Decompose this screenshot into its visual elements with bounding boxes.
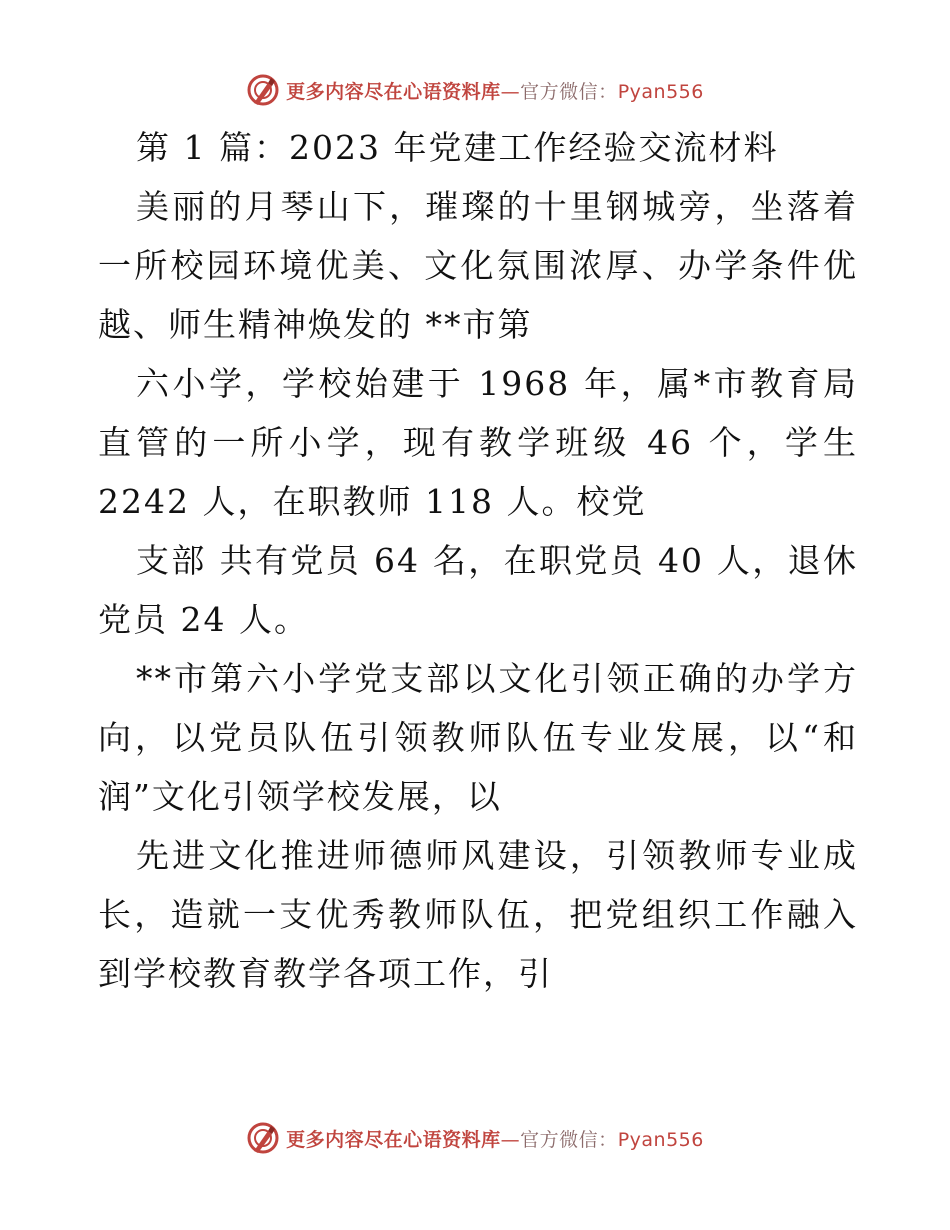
paragraph-1: 美丽的月琴山下，璀璨的十里钢城旁，坐落着一所校园环境优美、文化氛围浓厚、办学条件优越、师生精神焕发的 **市第 <box>98 187 858 344</box>
paragraph-4: **市第六小学党支部以文化引领正确的办学方向，以党员队伍引领教师队伍专业发展，以“和润”文化引领学校发展，以 <box>98 659 858 816</box>
header-site-text: 更多内容尽在心语资料库 <box>286 80 501 103</box>
paragraph-5: 先进文化推进师德师风建设，引领教师专业成长，造就一支优秀教师队伍，把党组织工作融入到学校教育教学各项工作，引 <box>98 836 858 993</box>
footer-dash: — <box>500 1128 521 1151</box>
pen-circle-logo-icon <box>246 73 280 107</box>
pen-circle-logo-icon <box>246 1121 280 1155</box>
document-title: 第 1 篇：2023 年党建工作经验交流材料 <box>136 128 779 167</box>
document-body <box>98 118 858 1003</box>
footer-site-text: 更多内容尽在心语资料库 <box>286 1128 501 1151</box>
header-dash: — <box>500 80 521 103</box>
header-wechat-id: Pyan556 <box>617 80 704 103</box>
footer-wechat-id: Pyan556 <box>617 1128 704 1151</box>
paragraph-3: 支部 共有党员 64 名，在职党员 40 人，退休党员 24 人。 <box>98 541 858 639</box>
header-banner-text <box>286 77 704 104</box>
header-banner <box>0 70 950 110</box>
header-official-text: 官方微信： <box>520 80 618 103</box>
footer-official-text: 官方微信： <box>520 1128 618 1151</box>
paragraph-2: 六小学，学校始建于 1968 年，属*市教育局直管的一所小学，现有教学班级 46 个，学生 2242 人，在职教师 118 人。校党 <box>98 364 858 521</box>
footer-banner <box>0 1118 950 1158</box>
footer-banner-text <box>286 1125 704 1152</box>
